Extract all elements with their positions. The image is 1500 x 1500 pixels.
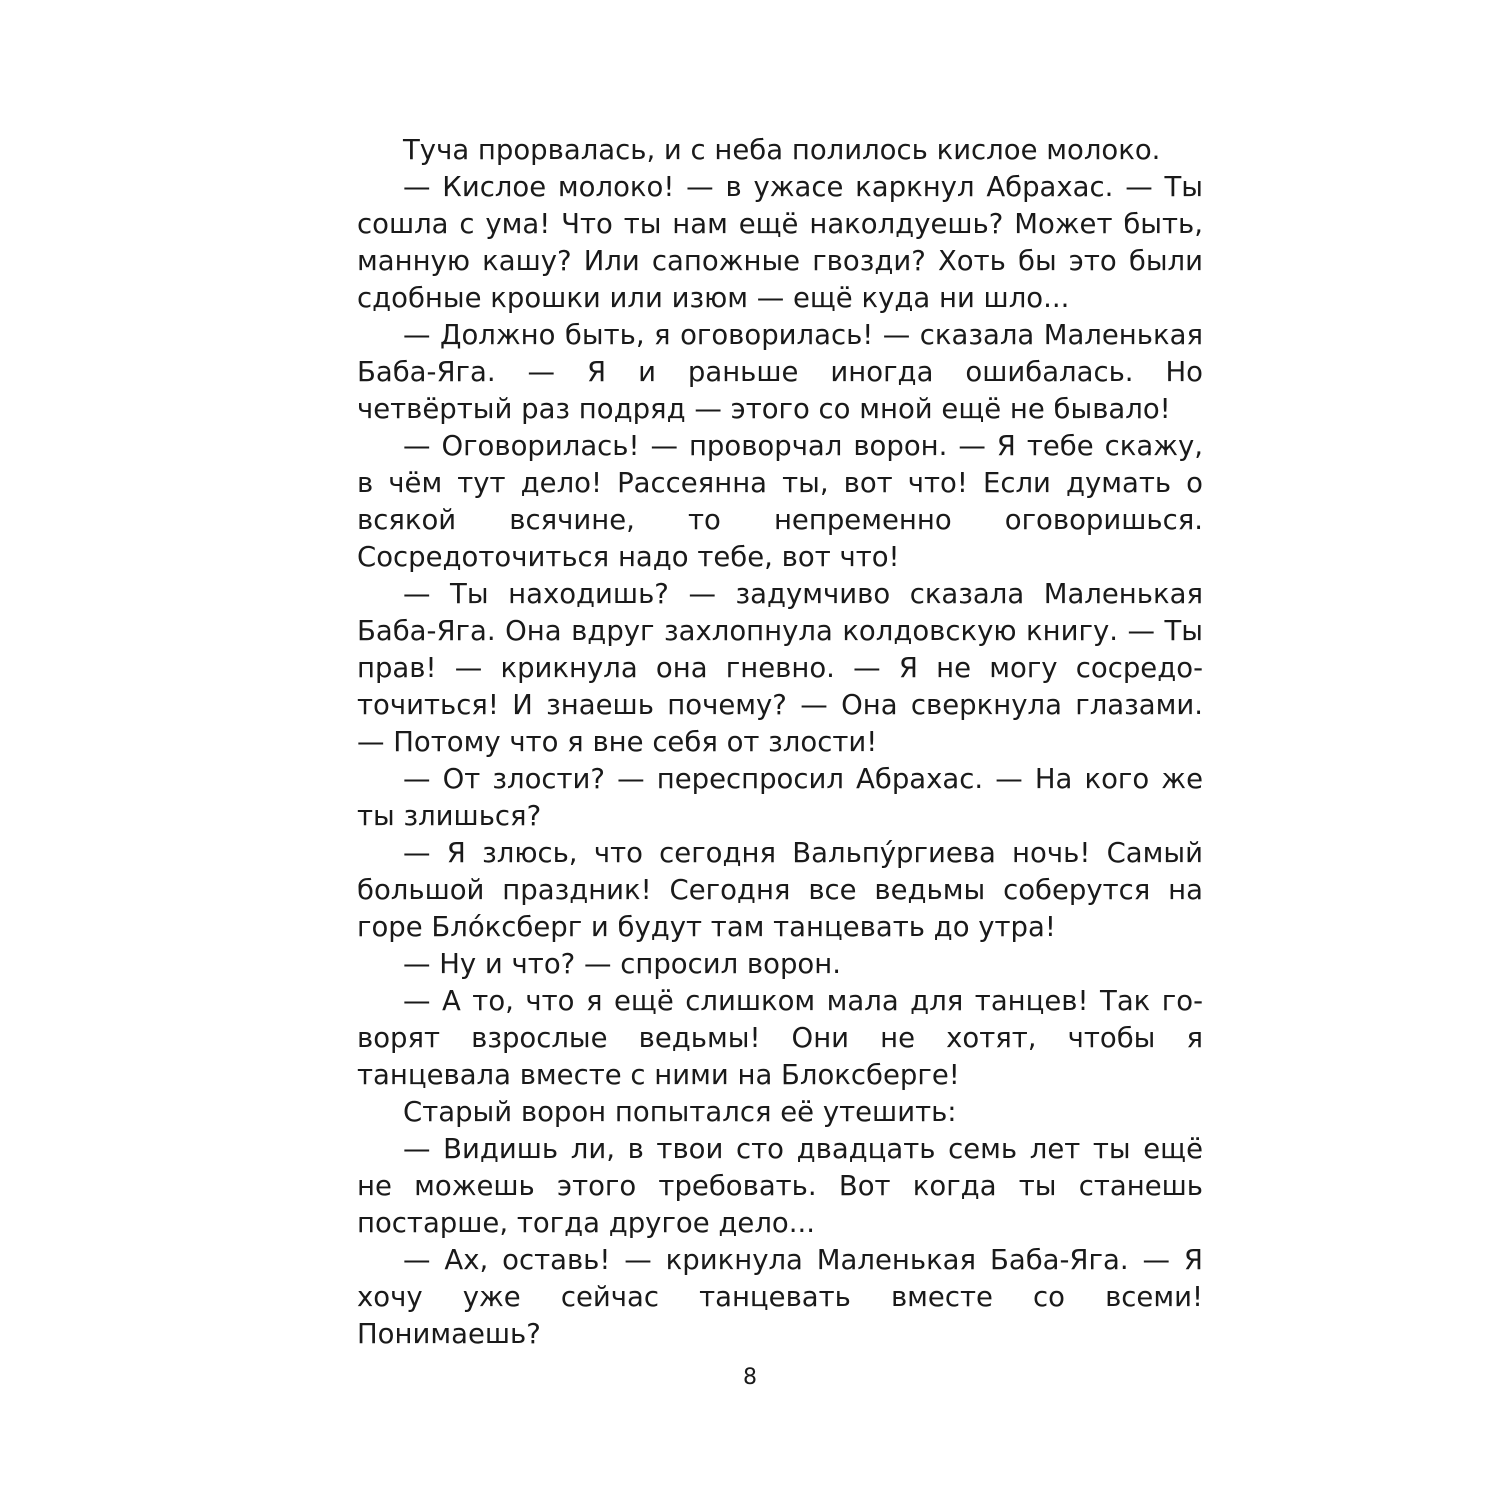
paragraph: — Видишь ли, в твои сто двадцать семь лет ты ещё не можешь этого требовать. Вот когда ты станешь постарше, тогда другое дело... — [357, 1133, 1203, 1239]
paragraph: Туча прорвалась, и с неба полилось кислое молоко. — [403, 134, 1161, 166]
paragraph: — Я злюсь, что сегодня Вальпу́ргиева ночь! Самый большой праздник! Сегодня все ведьмы соберутся на горе Бло́ксберг и будут там танцевать до утра! — [357, 837, 1203, 943]
paragraph: — Ты находишь? — задумчиво сказала Маленькая Баба-Яга. Она вдруг захлопнула колдовскую книгу. — Ты прав! — крикнула она гневно. — Я не могу сосредоточиться! И знаешь почему? — Она сверкнула глазами. — Потому что я вне себя от злости! — [357, 578, 1203, 758]
paragraph: — Оговорилась! — проворчал ворон. — Я тебе скажу, в чём тут дело! Рассеянна ты, вот что! Если думать о всякой всячине, то непременно оговоришься. Сосредоточиться надо тебе, вот что! — [357, 430, 1203, 573]
paragraph: — Должно быть, я оговорилась! — сказала Маленькая Баба-Яга. — Я и раньше иногда ошибалась. Но четвёртый раз подряд — этого со мной ещё не бывало! — [357, 319, 1203, 425]
paragraph: — Ну и что? — спросил ворон. — [403, 948, 841, 980]
body-text — [357, 132, 1203, 1353]
paragraph: Старый ворон попытался её утешить: — [403, 1096, 957, 1128]
paragraph: — Кислое молоко! — в ужасе каркнул Абрахас. — Ты сошла с ума! Что ты нам ещё наколдуешь? Может быть, манную кашу? Или сапожные гвозди? Хоть бы это были сдобные крошки или изюм — ещё куда ни шло... — [357, 171, 1203, 314]
paragraph: — Ах, оставь! — крикнула Маленькая Баба-Яга. — Я хочу уже сейчас танцевать вместе со всеми! Понимаешь? — [357, 1244, 1203, 1350]
page-number: 8 — [743, 1365, 757, 1390]
paragraph: — От злости? — переспросил Абрахас. — На кого же ты злишься? — [357, 763, 1203, 832]
paragraph: — А то, что я ещё слишком мала для танцев! Так говорят взрослые ведьмы! Они не хотят, чтобы я танцевала вместе с ними на Блоксберге! — [357, 985, 1203, 1091]
